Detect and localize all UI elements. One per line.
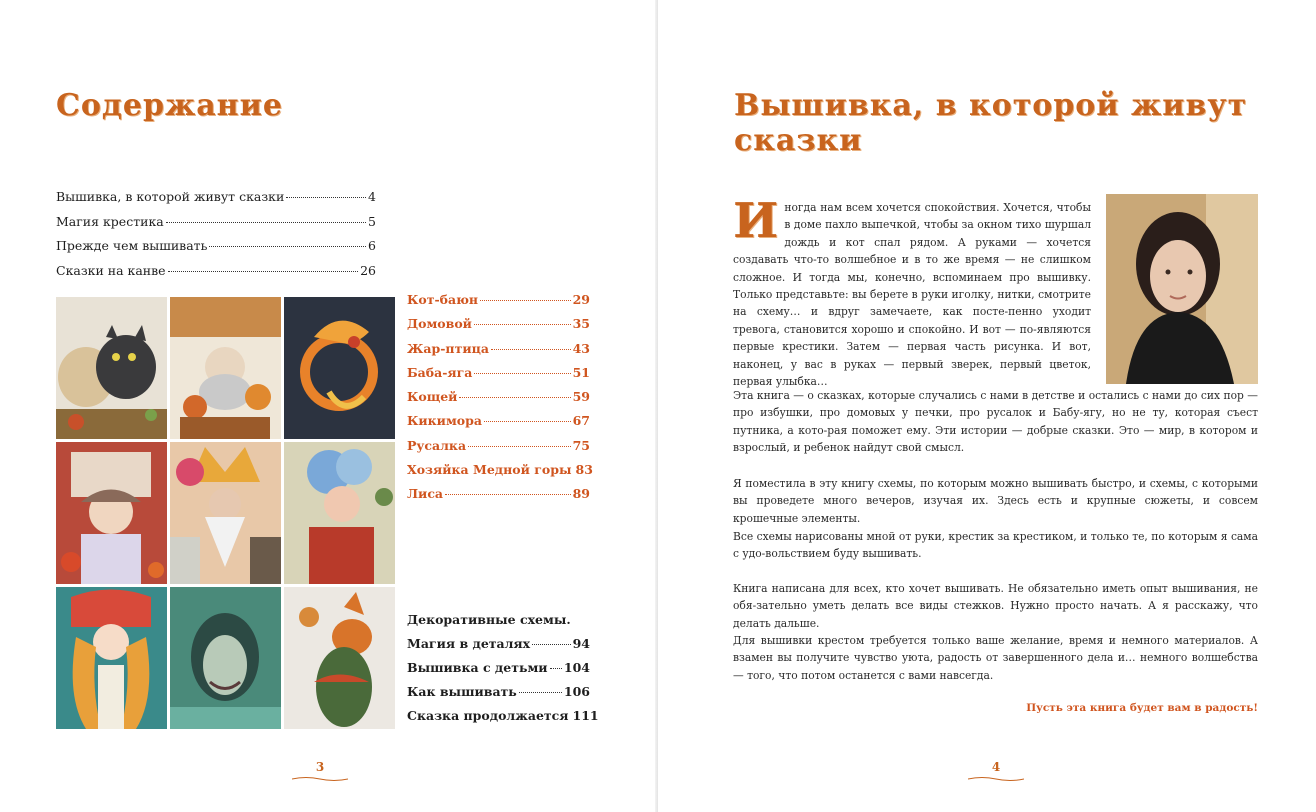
paragraph-4: Книга написана для всех, кто хочет вышивать. Не обязательно иметь опыт вышивания, не обя-зательно уметь делать все виды стежков. Нужно просто начать. А я расскажу, что делать дальше. [733,582,1258,630]
toc-decor-list [407,612,599,732]
paragraph-2: Я поместила в эту книгу схемы, по которым можно вышивать быстро, и схемы, с которыми вы проведете много вечеров, изучая их. Здесь есть и крупные сюжеты, и совсем крошечные элементы. [733,477,1258,525]
toc-tales-list [407,292,593,511]
toc-tale-entry[interactable]: Жар-птица 43 [407,340,590,356]
chapter-heading: Вышивка, в которой живут сказки [734,88,1248,158]
toc-tale-entry[interactable]: Домовой 35 [407,316,590,332]
decor-section-title: Декоративные схемы. [407,612,571,627]
toc-tale-entry[interactable]: Хозяйка Медной горы 83 [407,462,593,478]
toc-tale-entry[interactable]: Лиса 89 [407,486,590,502]
toc-heading: Содержание [56,88,283,123]
intro-paragraph: Иногда нам всем хочется спокойствия. Хочется, чтобы в доме пахло выпечкой, чтобы за окном тихо шуршал дождь и кот спал рядом. А руками — хочется создавать что-то волшебное и в то же время — не слишком сложное. И тогда мы, конечно, вспоминаем про вышивку. Только представьте: вы берете в руки иголку, нитки, смотрите на схему… и вдруг замечаете, как посте-пенно уходит тревога, становится хорошо и спокойно. И вот — по-являются первые крестики. Затем — первая часть рисунка. И вот, наконец, у вас в руках — первый зверек, первый цветок, первая улыбка… [733,193,1091,389]
fox-embroidery-image [284,587,395,729]
toc-entry[interactable]: Прежде чем вышивать 6 [56,238,376,253]
paragraph-1: Эта книга — о сказках, которые случались с нами в детстве и остались с нами до сих пор — про избушки, про домовых у печки, про русалок и Бабу-ягу, но не ту, которая съест путника, а кото-рая поможет ему. Эти истории — добрые сказки. Это — мир, в котором и взрослый, и ребенок найдут свой смысл. [733,389,1258,455]
toc-decor-entry[interactable]: Сказка продолжается 111 [407,708,599,723]
page-number-right: 4 [966,760,1026,782]
page-number-left: 3 [290,760,350,782]
paragraph-3: Все схемы нарисованы мной от руки, крестик за крестиком, и только те, по которым я сама с удо-вольствием буду вышивать. [733,530,1258,561]
closing-line: Пусть эта книга будет вам в радость! [1026,702,1258,714]
black-cat-embroidery-image [56,297,167,439]
toc-entry[interactable]: Сказки на канве 26 [56,262,376,278]
mistress-copper-mountain-embroidery-image [170,587,281,729]
ornament-icon [968,776,1024,782]
toc-entry[interactable]: Вышивка, в которой живут сказки 4 [56,189,376,204]
baba-yaga-embroidery-image [56,442,167,584]
toc-tale-entry[interactable]: Русалка 75 [407,437,590,453]
toc-decor-entry[interactable]: Магия в деталях 94 [407,636,590,651]
toc-tale-entry[interactable]: Кощей 59 [407,389,590,405]
paragraph-5: Для вышивки крестом требуется только ваше желание, время и немного материалов. А взамен вы получите чувство уюта, радость от завершенного дела и… немного волшебства — того, что потом останется с вами навсегда. [733,634,1258,682]
kikimora-embroidery-image [284,442,395,584]
domovoy-embroidery-image [170,297,281,439]
rusalka-embroidery-image [56,587,167,729]
koschei-embroidery-image [170,442,281,584]
firebird-embroidery-image [284,297,395,439]
drop-cap: И [733,193,779,249]
toc-tale-entry[interactable]: Кикимора 67 [407,413,590,429]
ornament-icon [292,776,348,782]
toc-decor-entry[interactable]: Вышивка с детьми 104 [407,660,590,675]
toc-decor-entry[interactable]: Как вышивать 106 [407,684,590,699]
toc-tale-entry[interactable]: Кот-баюн 29 [407,292,590,307]
embroidery-thumbnail-grid [56,297,395,729]
toc-main-list [56,189,376,287]
toc-entry[interactable]: Магия крестика 5 [56,213,376,229]
toc-tale-entry[interactable]: Баба-яга 51 [407,364,590,380]
author-photo [1106,194,1258,384]
